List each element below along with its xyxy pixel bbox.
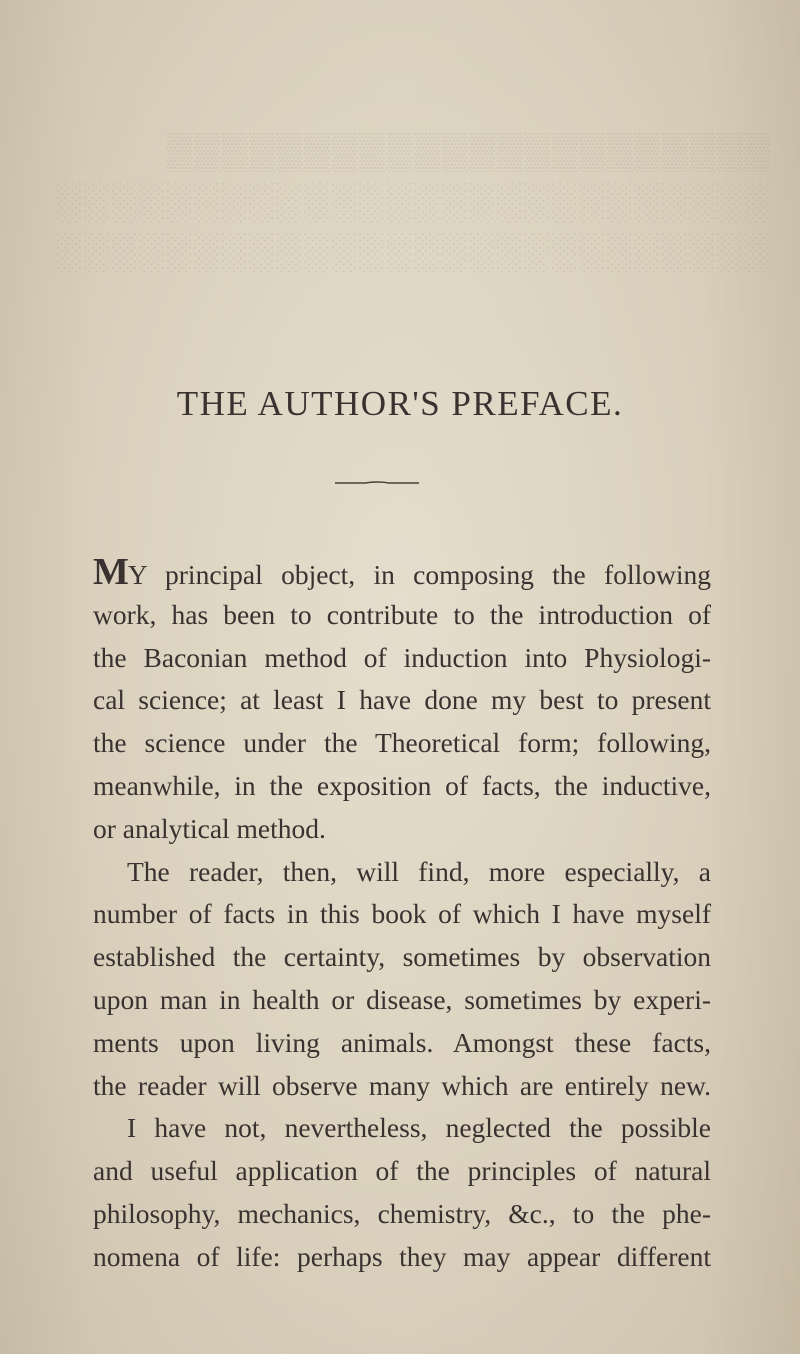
text-line: MY principal object, in composing the following (93, 551, 711, 593)
text-line: the reader will observe many which are entirely new. (93, 1069, 711, 1101)
preface-body (93, 551, 711, 1279)
text-line: The reader, then, will find, more especially, a (127, 855, 711, 887)
text-line: established the certainty, sometimes by observation (93, 941, 711, 973)
drop-cap: M (93, 551, 128, 593)
text-line: I have not, nevertheless, neglected the possible (127, 1112, 711, 1144)
text-line: work, has been to contribute to the introduction of (93, 598, 711, 630)
text-line: ments upon living animals. Amongst these facts, (93, 1026, 711, 1058)
text-line: the Baconian method of induction into Physiologi- (93, 641, 711, 673)
show-through-texture: ░░░░░░░░░░░░░░░░░░░░░░░░░░ (54, 231, 770, 271)
page-title: THE AUTHOR'S PREFACE. (176, 384, 624, 423)
text-line: cal science; at least I have done my best to present (93, 684, 711, 716)
text-line: number of facts in this book of which I have myself (93, 898, 711, 930)
text-line: nomena of life: perhaps they may appear different (93, 1240, 711, 1272)
text-line: philosophy, mechanics, chemistry, &c., to the phe- (93, 1197, 711, 1229)
text-line: meanwhile, in the exposition of facts, the inductive, (93, 769, 711, 801)
text-line: and useful application of the principles of natural (93, 1155, 711, 1187)
text-line: upon man in health or disease, sometimes by experi- (93, 983, 711, 1015)
ornamental-rule (335, 481, 419, 485)
show-through-texture: ░░░░░░░░░░░░░░░░░░░░░░░░░░ (54, 181, 770, 221)
text-line: or analytical method. (93, 812, 326, 844)
text-line: the science under the Theoretical form; following, (93, 727, 711, 759)
show-through-texture: ▒▒▒▒▒▒▒▒▒▒▒▒▒▒▒▒▒▒▒▒▒▒ (164, 131, 770, 171)
